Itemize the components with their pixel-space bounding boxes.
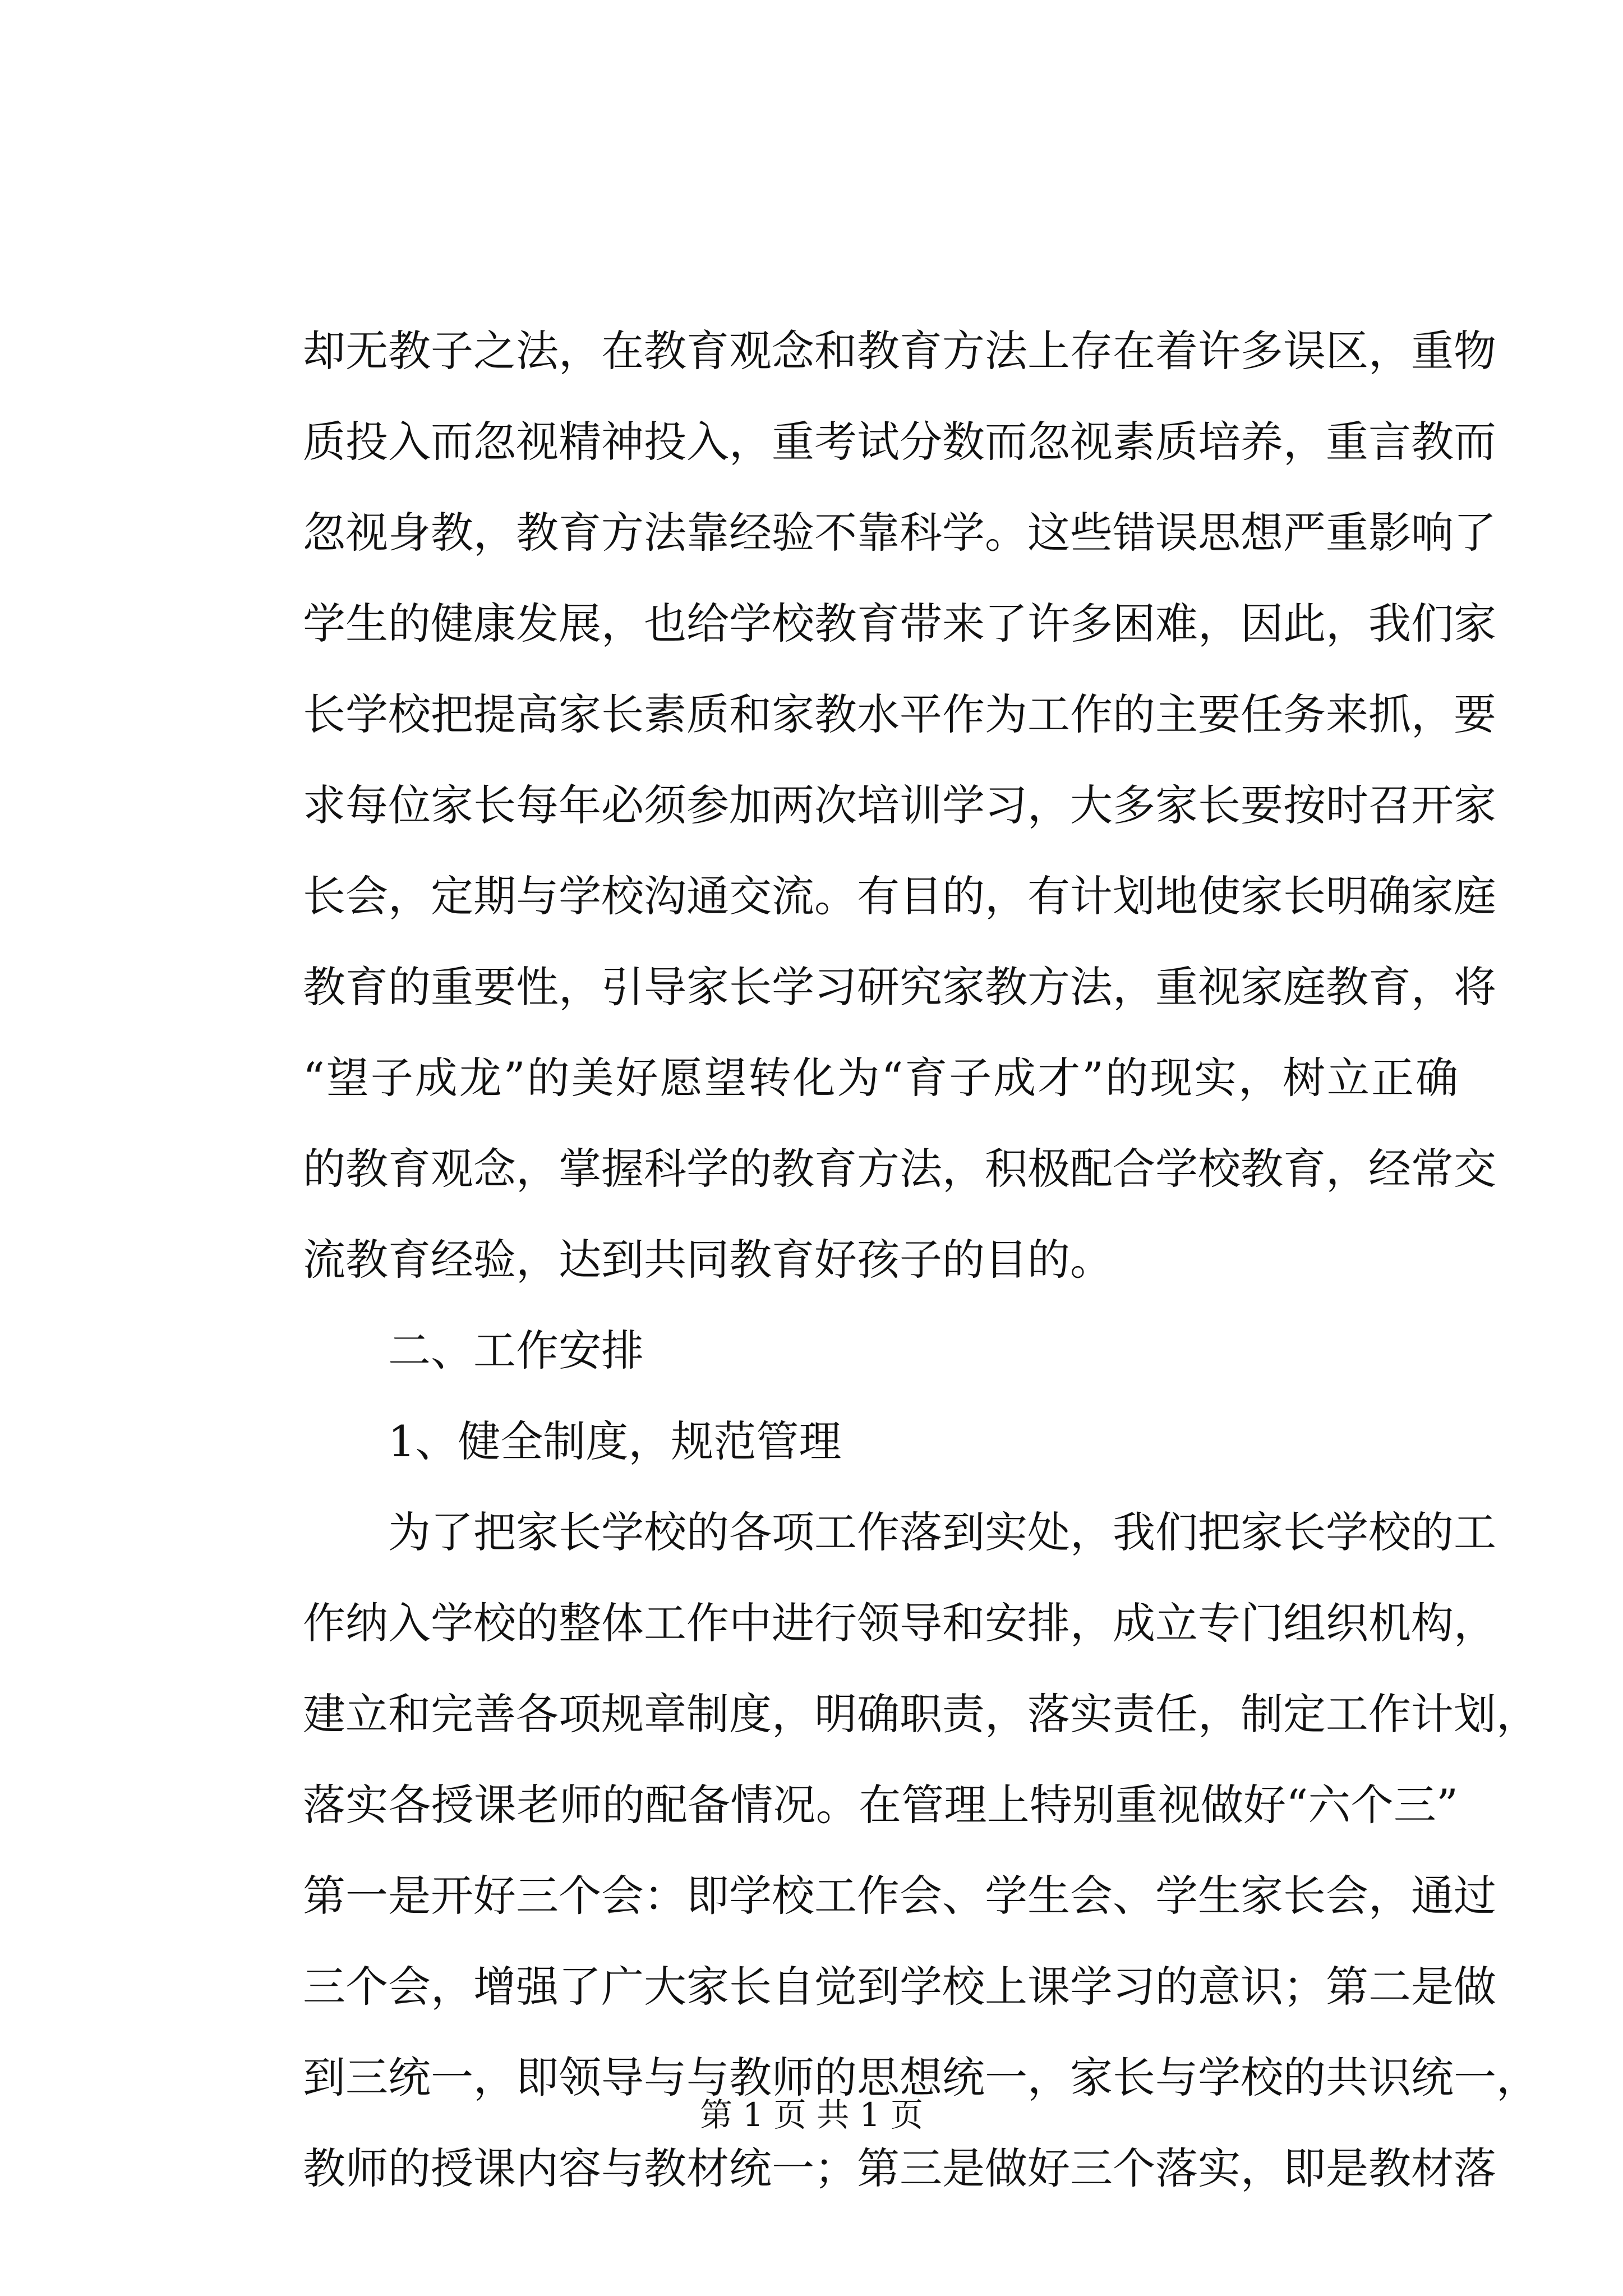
- paragraph-1-line-4: 学生的健康发展，也给学校教育带来了许多困难，因此，我们家: [303, 599, 1496, 648]
- paragraph-2-line-7: 到三统一，即领导与与教师的思想统一，家长与学校的共识统一，: [303, 2053, 1539, 2102]
- paragraph-1: [303, 306, 1496, 1305]
- paragraph-2-line-5: 第一是开好三个会：即学校工作会、学生会、学生家长会，通过: [303, 1871, 1496, 1921]
- paragraph-2-line-6: 三个会，增强了广大家长自觉到学校上课学习的意识；第二是做: [303, 1962, 1496, 2012]
- paragraph-1-line-6: 求每位家长每年必须参加两次培训学习，大多家长要按时召开家: [303, 780, 1496, 830]
- paragraph-1-line-8: 教育的重要性，引导家长学习研究家教方法，重视家庭教育，将: [303, 962, 1496, 1012]
- subsection-heading: 1、健全制度，规范管理: [388, 1416, 842, 1466]
- paragraph-1-line-9: “望子成龙”的美好愿望转化为“育子成才”的现实，树立正确: [303, 1053, 1458, 1103]
- section-heading: 二、工作安排: [388, 1326, 644, 1375]
- paragraph-2-line-2: 作纳入学校的整体工作中进行领导和安排，成立专门组织机构，: [303, 1598, 1496, 1648]
- paragraph-1-line-7: 长会，定期与学校沟通交流。有目的，有计划地使家长明确家庭: [303, 871, 1496, 921]
- paragraph-1-line-2: 质投入而忽视精神投入，重考试分数而忽视素质培养，重言教而: [303, 417, 1496, 467]
- paragraph-2-line-4: 落实各授课老师的配备情况。在管理上特别重视做好“六个三”: [303, 1780, 1458, 1830]
- page-footer: 第 1 页 共 1 页: [700, 2096, 923, 2134]
- paragraph-2-line-1: 为了把家长学校的各项工作落到实处，我们把家长学校的工: [388, 1507, 1496, 1557]
- paragraph-1-line-3: 忽视身教，教育方法靠经验不靠科学。这些错误思想严重影响了: [303, 508, 1496, 558]
- paragraph-1-line-11: 流教育经验，达到共同教育好孩子的目的。: [303, 1235, 1113, 1285]
- paragraph-2-line-3: 建立和完善各项规章制度，明确职责，落实责任，制定工作计划，: [303, 1689, 1539, 1739]
- paragraph-1-line-1: 却无教子之法，在教育观念和教育方法上存在着许多误区，重物: [303, 326, 1496, 376]
- paragraph-2-line-8: 教师的授课内容与教材统一；第三是做好三个落实，即是教材落: [303, 2143, 1496, 2193]
- paragraph-1-line-5: 长学校把提高家长素质和家教水平作为工作的主要任务来抓，要: [303, 689, 1496, 739]
- document-body: [303, 306, 1539, 2214]
- paragraph-1-line-10: 的教育观念，掌握科学的教育方法，积极配合学校教育，经常交: [303, 1144, 1496, 1194]
